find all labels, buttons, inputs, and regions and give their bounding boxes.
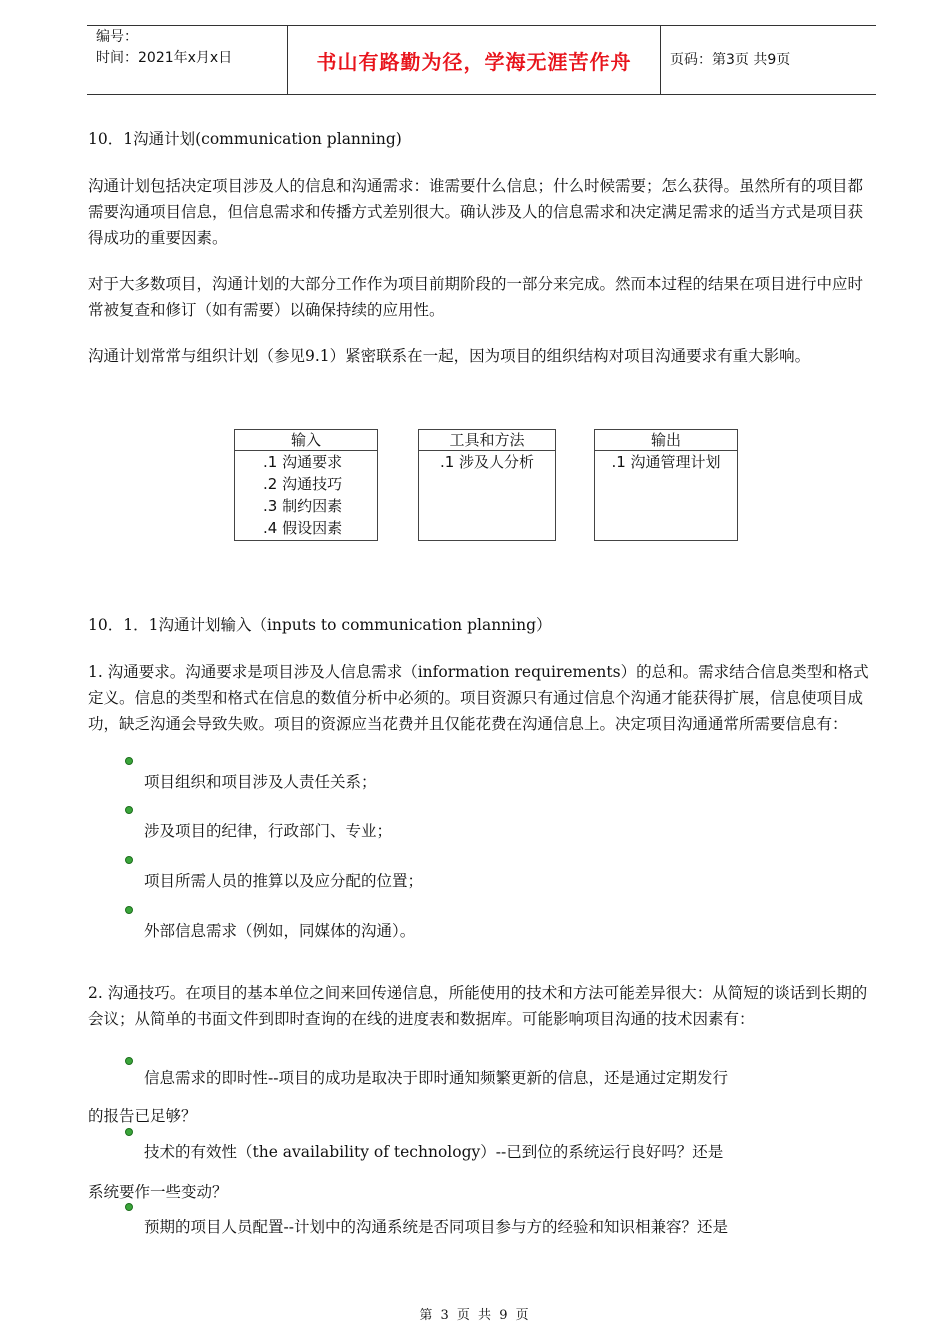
flow-inputs-box: [234, 429, 378, 541]
page-footer: 第 3 页 共 9 页: [419, 1308, 531, 1323]
item1-bullet-text: 项目组织和项目涉及人责任关系；: [144, 773, 377, 791]
header-motto: 书山有路勤为径，学海无涯苦作舟: [316, 49, 632, 74]
document-number-label: 编号：: [96, 29, 138, 45]
item2-bullet-line2: 系统要作一些变动？: [88, 1183, 228, 1201]
bullet-icon: [125, 1203, 133, 1211]
item1-bullet-text: 项目所需人员的推算以及应分配的位置；: [144, 872, 424, 890]
flow-outputs-box: [594, 429, 738, 541]
flow-tools-title: 工具和方法: [419, 430, 555, 451]
flow-outputs-item: .1 沟通管理计划: [611, 453, 721, 471]
bullet-icon: [125, 1057, 133, 1065]
flow-outputs-title: 输出: [595, 430, 737, 451]
header-motto-cell: [287, 26, 661, 94]
bullet-icon: [125, 1128, 133, 1136]
document-header: [87, 25, 876, 95]
subsection-title: 10．1．1沟通计划输入（inputs to communication planning）: [88, 616, 552, 634]
intro-paragraph-2: 对于大多数项目，沟通计划的大部分工作作为项目前期阶段的一部分来完成。然而本过程的结果在项目进行中应时常被复查和修订（如有需要）以确保持续的应用性。: [88, 275, 864, 319]
header-page-cell: [660, 26, 876, 94]
item2-bullet-line1: 预期的项目人员配置--计划中的沟通系统是否同项目参与方的经验和知识相兼容？还是: [144, 1218, 728, 1236]
item2-bullet-line2: 的报告已足够？: [88, 1107, 197, 1125]
flow-inputs-item: .1 沟通要求: [263, 453, 343, 471]
flow-inputs-title: 输入: [235, 430, 377, 451]
bullet-icon: [125, 856, 133, 864]
flow-inputs-item: .2 沟通技巧: [263, 475, 343, 493]
item2-paragraph: 2. 沟通技巧。在项目的基本单位之间来回传递信息，所能使用的技术和方法可能差异很大：从简短的谈话到长期的会议；从简单的书面文件到即时查询的在线的进度表和数据库。可能影响项目沟通的技术因素有：: [88, 984, 868, 1028]
item2-bullet-line1: 技术的有效性（the availability of technology）--已到位的系统运行良好吗？还是: [144, 1143, 724, 1161]
bullet-icon: [125, 906, 133, 914]
intro-paragraph-1: 沟通计划包括决定项目涉及人的信息和沟通需求：谁需要什么信息；什么时候需要；怎么获得。虽然所有的项目都需要沟通项目信息，但信息需求和传播方式差别很大。确认涉及人的信息需求和决定满足需求的适当方式是项目获得成功的重要因素。: [88, 177, 864, 247]
item1-bullet-text: 涉及项目的纪律，行政部门、专业；: [144, 822, 393, 840]
bullet-icon: [125, 757, 133, 765]
section-title: 10．1沟通计划(communication planning): [88, 130, 402, 148]
header-page-info: 页码：第3页 共9页: [670, 52, 791, 68]
flow-tools-box: [418, 429, 556, 541]
flow-tools-item: .1 涉及人分析: [439, 453, 535, 471]
flow-inputs-item: .3 制约因素: [263, 497, 343, 515]
item1-paragraph: 1. 沟通要求。沟通要求是项目涉及人信息需求（information requirements）的总和。需求结合信息类型和格式定义。信息的类型和格式在信息的数值分析中必须的。项目资源只有通过信息个沟通才能获得扩展，信息使项目成功，缺乏沟通会导致失败。项目的资源应当花费并且仅能花费在沟通信息上。决定项目沟通通常所需要信息有：: [88, 663, 869, 733]
document-time-label: 时间：2021年x月x日: [96, 50, 233, 66]
header-meta-cell: [87, 26, 286, 94]
item1-bullet-text: 外部信息需求（例如，同媒体的沟通）。: [144, 922, 416, 940]
flow-inputs-item: .4 假设因素: [263, 519, 343, 537]
item2-bullet-line1: 信息需求的即时性--项目的成功是取决于即时通知频繁更新的信息，还是通过定期发行: [144, 1069, 728, 1087]
intro-paragraph-3: 沟通计划常常与组织计划（参见9.1）紧密联系在一起，因为项目的组织结构对项目沟通要求有重大影响。: [88, 347, 811, 365]
bullet-icon: [125, 806, 133, 814]
